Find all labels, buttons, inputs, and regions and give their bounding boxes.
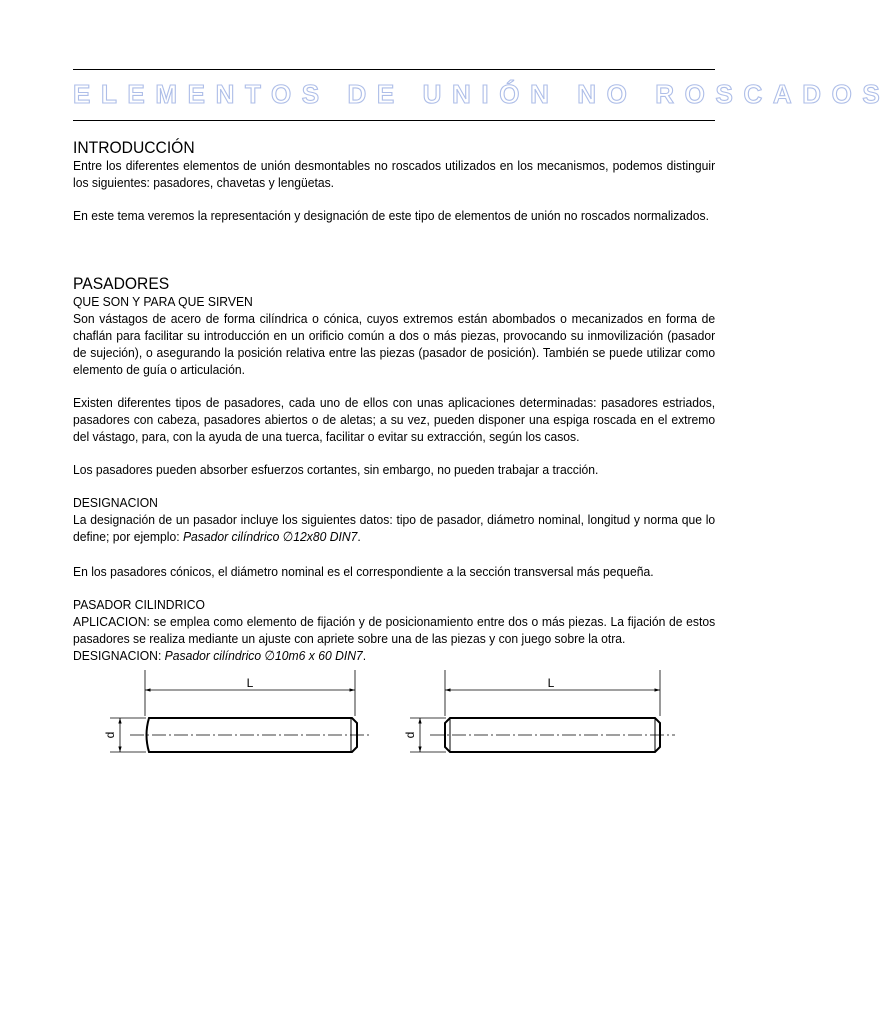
designacion-label: DESIGNACION: (73, 648, 165, 663)
pin-drawing-1 (103, 670, 370, 752)
designacion-end: . (357, 529, 361, 544)
aplicacion-paragraph (73, 613, 715, 647)
pasadores-p2-text: Existen diferentes tipos de pasadores, cada uno de ellos con unas aplicaciones determinadas: pasadores estriados, pasadores con cabeza, pasadores abiertos o de aletas; a su vez, pueden disponer una espiga roscada en el extremo del vástago, para, con la ayuda de una tuerca, facilitar o evitar su extracción, según los casos. (73, 395, 716, 444)
intro-paragraph-2 (73, 207, 715, 224)
pasadores-p3-text: Los pasadores pueden absorber esfuerzos cortantes, sin embargo, no pueden trabajar a tracción. (73, 462, 599, 477)
designacion-text: La designación de un pasador incluye los siguientes datos: tipo de pasador, diámetro nominal, longitud y norma que lo define; por ejemplo: (73, 512, 716, 544)
page-title: ELEMENTOS DE UNIÓN NO ROSCADOS (73, 79, 890, 109)
pin-1-length-label: L (246, 676, 254, 690)
intro-p2-text: En este tema veremos la representación y designación de este tipo de elementos de unión no roscados normalizados. (73, 208, 709, 223)
designacion-example: Pasador cilíndrico ∅12x80 DIN7 (182, 529, 358, 544)
pasadores-paragraph-1 (73, 310, 715, 378)
designacion-heading: DESIGNACION (73, 495, 158, 510)
aplicacion-text: APLICACION: se emplea como elemento de fijación y de posicionamiento entre dos o más piezas. La fijación de estos pasadores se realiza mediante un ajuste con apriete sobre una de las piezas y con juego sobre la otra. (73, 614, 716, 646)
conicos-text: En los pasadores cónicos, el diámetro nominal es el correspondiente a la sección transversal más pequeña. (73, 564, 654, 579)
pasador-cilindrico-heading: PASADOR CILINDRICO (73, 597, 205, 612)
pasadores-paragraph-2 (73, 394, 715, 445)
intro-paragraph-1 (73, 157, 715, 191)
intro-heading: INTRODUCCIÓN (73, 138, 195, 157)
pin-1-diameter-label: d (103, 731, 117, 739)
pasadores-p1-text: Son vástagos de acero de forma cilíndrica o cónica, cuyos extremos están abombados o mecanizados en forma de chaflán para facilitar su introducción en un orificio común a dos o más piezas, provocando su inmovilización (pasador de sujeción), o asegurando la posición relativa entre las piezas (pasador de posición). También se puede utilizar como elemento de guía o articulación. (73, 311, 716, 377)
intro-p1-text: Entre los diferentes elementos de unión desmontables no roscados utilizados en los mecanismos, podemos distinguir los siguientes: pasadores, chavetas y lengüetas. (73, 158, 716, 190)
top-rule (73, 69, 715, 70)
conicos-paragraph (73, 563, 715, 580)
designacion-value-end: . (362, 648, 367, 663)
designacion-line (73, 647, 366, 664)
pin-2-diameter-label: d (403, 731, 417, 739)
pin-2-length-label: L (547, 676, 555, 690)
designacion-paragraph (73, 511, 715, 545)
pin-drawing-2 (403, 670, 675, 752)
title-rule (73, 120, 715, 121)
pasadores-paragraph-3 (73, 461, 715, 478)
pasadores-heading: PASADORES (73, 274, 170, 293)
que-son-heading: QUE SON Y PARA QUE SIRVEN (73, 294, 253, 309)
designacion-value: Pasador cilíndrico ∅10m6 x 60 DIN7 (164, 648, 363, 663)
pin-drawings (100, 668, 700, 778)
